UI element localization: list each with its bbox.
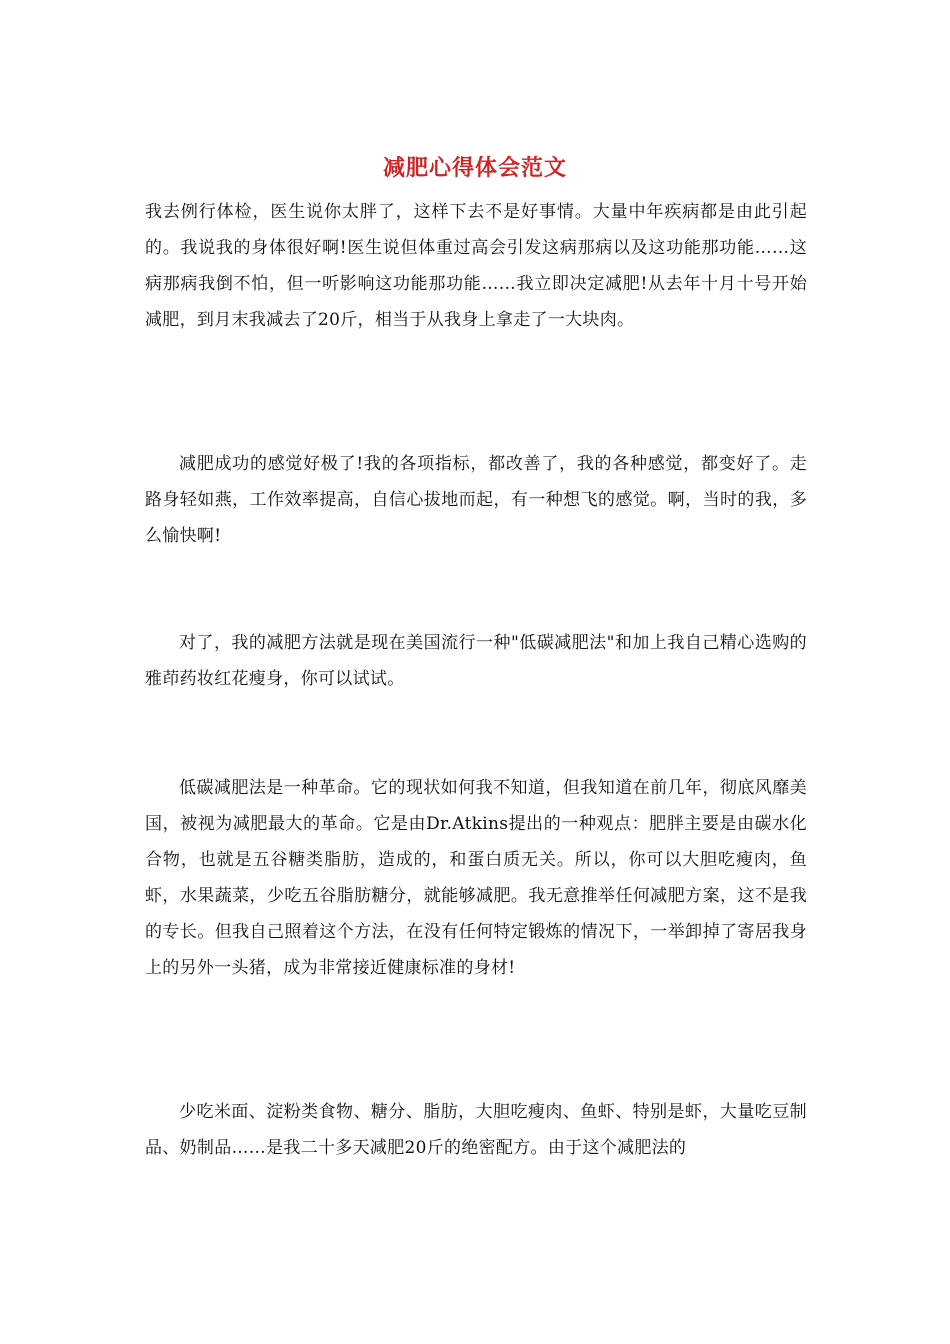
paragraph-3: 对了，我的减肥方法就是现在美国流行一种"低碳减肥法"和加上我自己精心选购的雅茚药妆红花瘦身，你可以试试。 (145, 633, 807, 689)
paragraph-2: 减肥成功的感觉好极了!我的各项指标，都改善了，我的各种感觉，都变好了。走路身轻如燕，工作效率提高，自信心拔地而起，有一种想飞的感觉。啊，当时的我，多么愉快啊! (145, 454, 807, 546)
paragraph-5: 少吃米面、淀粉类食物、糖分、脂肪，大胆吃瘦肉、鱼虾、特别是虾，大量吃豆制品、奶制品……是我二十多天减肥20斤的绝密配方。由于这个减肥法的 (145, 1102, 807, 1158)
paragraph-4: 低碳减肥法是一种革命。它的现状如何我不知道，但我知道在前几年，彻底风靡美国，被视为减肥最大的革命。它是由Dr.Atkins提出的一种观点：肥胖主要是由碳水化合物，也就是五谷糖类脂肪，造成的，和蛋白质无关。所以，你可以大胆吃瘦肉，鱼虾，水果蔬菜，少吃五谷脂肪糖分，就能够减肥。我无意推举任何减肥方案，这不是我的专长。但我自己照着这个方法，在没有任何特定锻炼的情况下，一举卸掉了寄居我身上的另外一头猪，成为非常接近健康标准的身材! (145, 778, 807, 978)
paragraph-1: 我去例行体检，医生说你太胖了，这样下去不是好事情。大量中年疾病都是由此引起的。我说我的身体很好啊!医生说但体重过高会引发这病那病以及这功能那功能……这病那病我倒不怕，但一听影响这功能那功能……我立即决定减肥!从去年十月十号开始减肥，到月末我减去了20斤，相当于从我身上拿走了一大块肉。 (145, 202, 807, 330)
document-title: 减肥心得体会范文 (382, 155, 567, 181)
